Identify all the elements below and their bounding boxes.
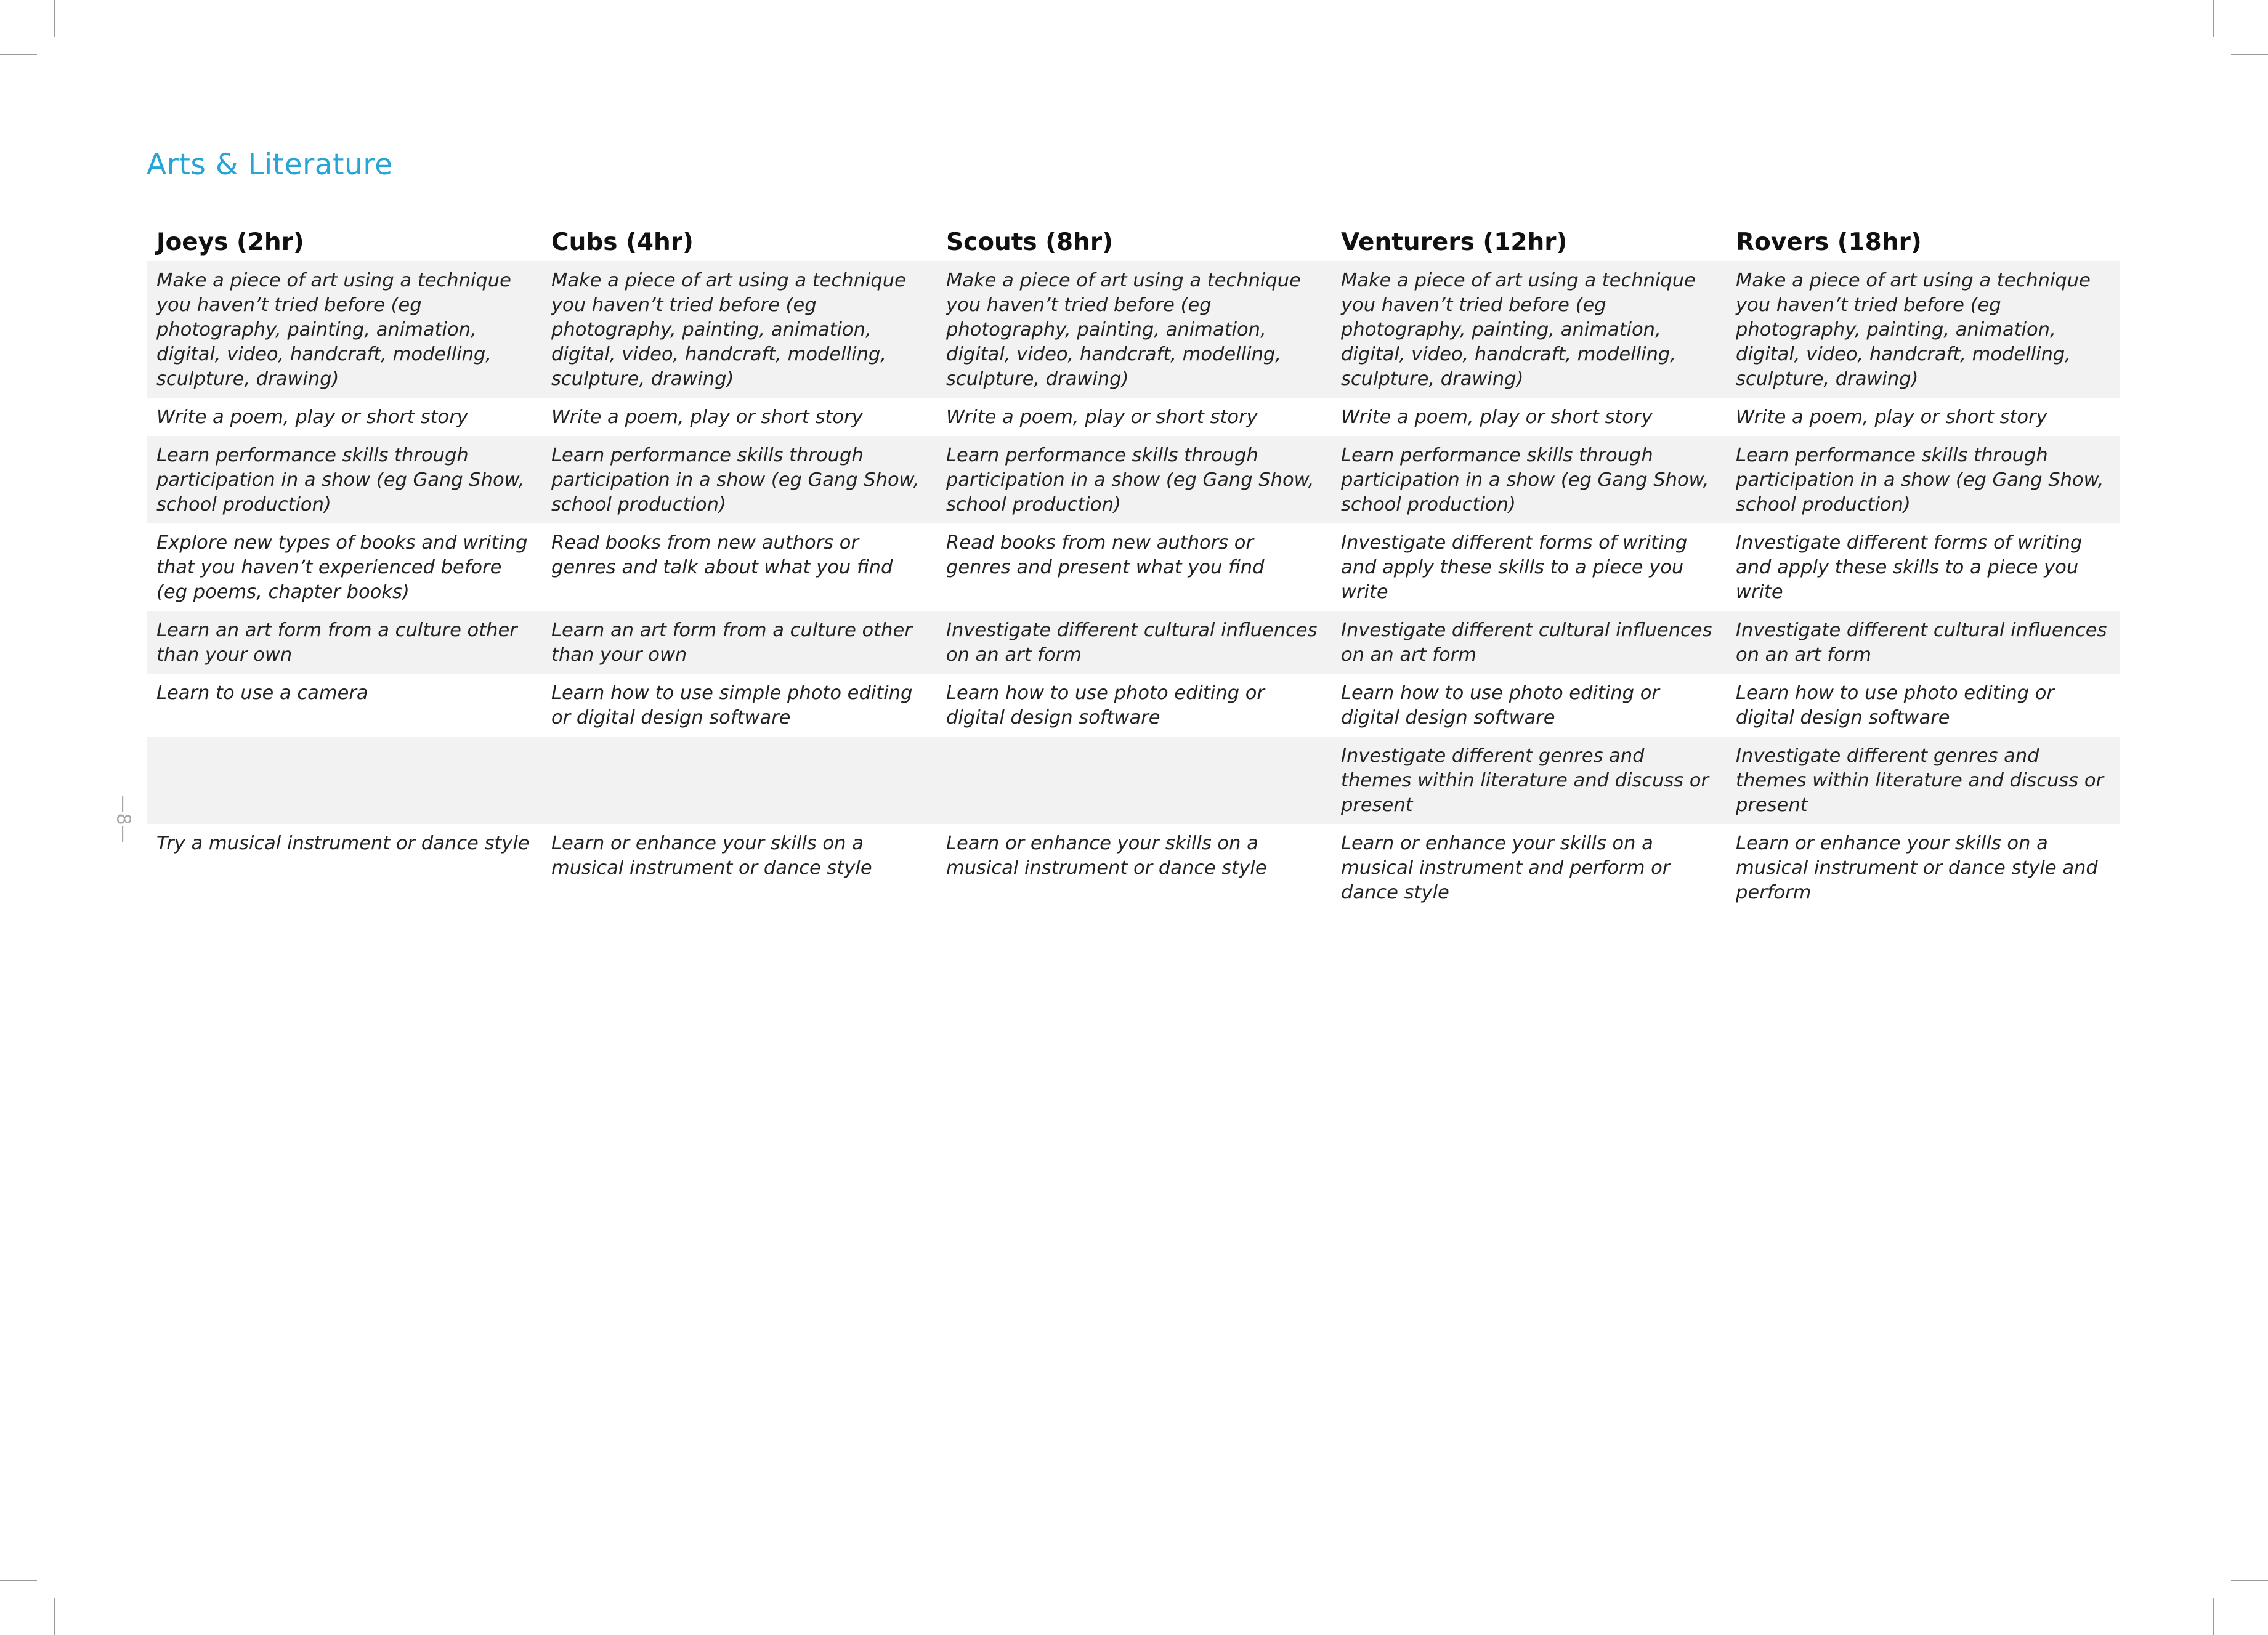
column-header-rovers: Rovers (18hr) xyxy=(1736,228,1922,256)
crop-mark xyxy=(2213,1598,2214,1635)
crop-mark xyxy=(2231,1580,2268,1581)
table-cell xyxy=(936,737,1331,824)
table-cell: Investigate different cultural influences on an art form xyxy=(1331,611,1726,674)
table-cell: Learn how to use photo editing or digital design software xyxy=(1341,682,1659,729)
table-cell: Write a poem, play or short story xyxy=(156,406,468,428)
table-cell xyxy=(147,737,541,824)
table-row xyxy=(147,611,2120,674)
table-cell: Learn or enhance your skills on a musical instrument or dance style xyxy=(946,833,1267,879)
crop-mark xyxy=(0,54,37,55)
table-row xyxy=(147,398,2120,436)
table-cell: Explore new types of books and writing that you haven’t experienced before (eg poems, chapter books) xyxy=(156,532,528,603)
column-header-cubs: Cubs (4hr) xyxy=(551,228,694,256)
table-cell: Read books from new authors or genres and talk about what you find xyxy=(551,532,893,578)
table-cell: Make a piece of art using a technique you haven’t tried before (eg photography, painting, animation, digital, video, handcraft, modelling, sculpture, drawing) xyxy=(936,261,1331,398)
table-row xyxy=(147,523,2120,611)
section-title: Arts & Literature xyxy=(147,148,393,182)
table-cell: Learn to use a camera xyxy=(156,682,368,704)
table-cell: Read books from new authors or genres and present what you find xyxy=(946,532,1265,578)
column-header-venturers: Venturers (12hr) xyxy=(1341,228,1568,256)
table-cell: Learn performance skills through participation in a show (eg Gang Show, school production) xyxy=(1331,436,1726,523)
table-cell: Learn or enhance your skills on a musical instrument or dance style and perform xyxy=(1736,833,2098,903)
table-cell: Write a poem, play or short story xyxy=(1736,406,2047,428)
table-cell: Write a poem, play or short story xyxy=(1341,406,1653,428)
crop-mark xyxy=(2213,0,2214,37)
table-cell: Learn an art form from a culture other than your own xyxy=(147,611,541,674)
table-cell: Investigate different cultural influences on an art form xyxy=(1726,611,2120,674)
table-cell: Make a piece of art using a technique you haven’t tried before (eg photography, painting, animation, digital, video, handcraft, modelling, sculpture, drawing) xyxy=(147,261,541,398)
table-cell: Learn performance skills through participation in a show (eg Gang Show, school production) xyxy=(936,436,1331,523)
table-row xyxy=(147,674,2120,737)
column-header-joeys: Joeys (2hr) xyxy=(156,228,304,256)
table-cell: Write a poem, play or short story xyxy=(551,406,863,428)
page-number: —8— xyxy=(112,794,134,844)
crop-mark xyxy=(54,1598,55,1635)
table-cell: Learn how to use simple photo editing or digital design software xyxy=(551,682,913,729)
table-cell: Investigate different genres and themes within literature and discuss or present xyxy=(1726,737,2120,824)
table-row xyxy=(147,436,2120,523)
table-cell: Learn an art form from a culture other than your own xyxy=(541,611,936,674)
table-cell: Learn performance skills through participation in a show (eg Gang Show, school production) xyxy=(147,436,541,523)
table-cell: Learn performance skills through participation in a show (eg Gang Show, school production) xyxy=(1726,436,2120,523)
table-row xyxy=(147,737,2120,824)
table-cell: Make a piece of art using a technique you haven’t tried before (eg photography, painting, animation, digital, video, handcraft, modelling, sculpture, drawing) xyxy=(541,261,936,398)
table-cell: Make a piece of art using a technique you haven’t tried before (eg photography, painting, animation, digital, video, handcraft, modelling, sculpture, drawing) xyxy=(1726,261,2120,398)
table-cell: Investigate different genres and themes within literature and discuss or present xyxy=(1331,737,1726,824)
table-cell: Learn or enhance your skills on a musical instrument or dance style xyxy=(551,833,872,879)
table-cell: Investigate different forms of writing and apply these skills to a piece you write xyxy=(1736,532,2083,603)
table-cell: Learn how to use photo editing or digital design software xyxy=(1736,682,2054,729)
crop-mark xyxy=(2231,54,2268,55)
column-header-scouts: Scouts (8hr) xyxy=(946,228,1113,256)
table-row xyxy=(147,824,2120,911)
table-header-row xyxy=(147,217,2120,261)
table-cell: Try a musical instrument or dance style xyxy=(156,833,530,854)
table-cell: Investigate different cultural influences on an art form xyxy=(936,611,1331,674)
table-cell: Learn or enhance your skills on a musical instrument and perform or dance style xyxy=(1341,833,1671,903)
table-cell: Make a piece of art using a technique you haven’t tried before (eg photography, painting, animation, digital, video, handcraft, modelling, sculpture, drawing) xyxy=(1331,261,1726,398)
table-cell: Investigate different forms of writing and apply these skills to a piece you write xyxy=(1341,532,1688,603)
requirements-table xyxy=(147,217,2120,911)
table-cell: Learn how to use photo editing or digital design software xyxy=(946,682,1265,729)
table-cell: Write a poem, play or short story xyxy=(946,406,1258,428)
table-cell: Learn performance skills through participation in a show (eg Gang Show, school production) xyxy=(541,436,936,523)
table-cell xyxy=(541,737,936,824)
crop-mark xyxy=(54,0,55,37)
table-row xyxy=(147,261,2120,398)
crop-mark xyxy=(0,1580,37,1581)
